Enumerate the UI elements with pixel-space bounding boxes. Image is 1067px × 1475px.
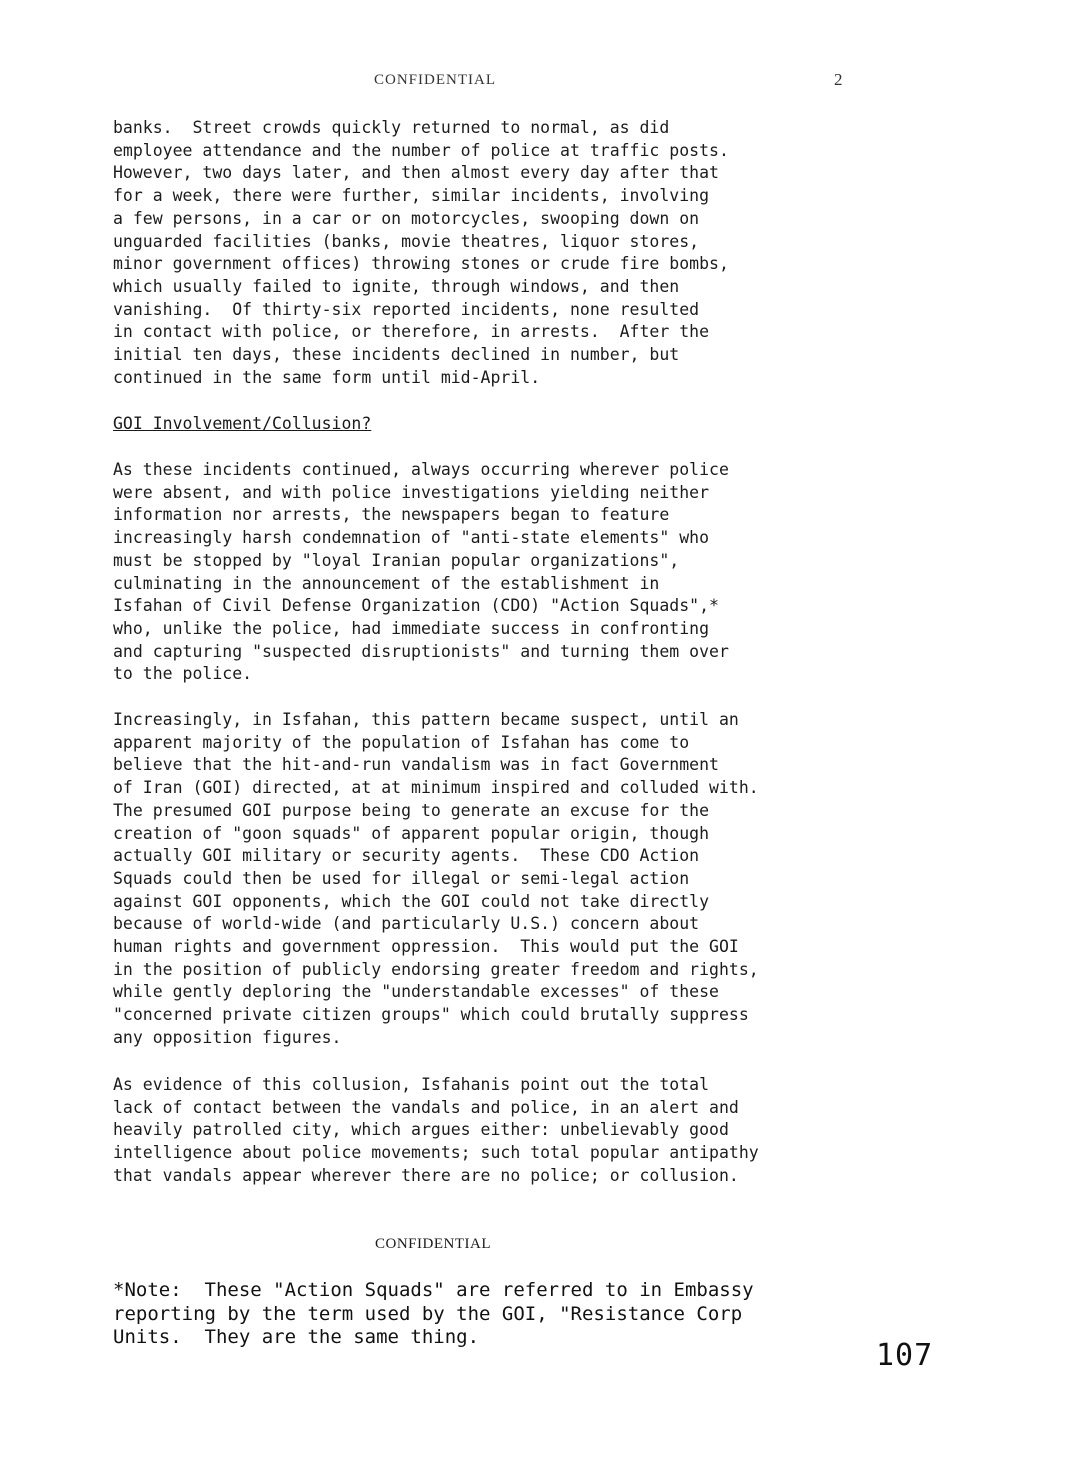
paragraph-4: As evidence of this collusion, Isfahanis point out the total lack of contact between the vandals and police, in an alert and heavily patrolled city, which argues either: unbelievably good intelligence about police movements; such total popular antipathy that vandals appear wherever there are no police; or collusion. bbox=[113, 1075, 759, 1185]
header-classification: CONFIDENTIAL bbox=[374, 72, 496, 88]
paragraph-2: As these incidents continued, always occurring wherever police were absent, and with police investigations yielding neither information nor arrests, the newspapers began to feature increasingly harsh condemnation of "anti-state elements" who must be stopped by "loyal Iranian popular organizations", culminating in the announcement of the establishment in Isfahan of Civil Defense Organization (CDO) "Action Squads",* who, unlike the police, had immediate success in confronting and capturing "suspected disruptionists" and turning them over to the police. bbox=[113, 460, 729, 684]
paragraph-3: Increasingly, in Isfahan, this pattern became suspect, until an apparent majority of the population of Isfahan has come to believe that the hit-and-run vandalism was in fact Government of Iran (GOI) directed, at at minimum inspired and colluded with. The presumed GOI purpose being to generate an excuse for the creation of "goon squads" of apparent popular origin, though actually GOI military or security agents. These CDO Action Squads could then be used for illegal or semi-legal action against GOI opponents, which the GOI could not take directly because of world-wide (and particularly U.S.) concern about human rights and government oppression. This would put the GOI in the position of publicly endorsing greater freedom and rights, while gently deploring the "understandable excesses" of these "concerned private citizen groups" which could brutally suppress any opposition figures. bbox=[113, 710, 759, 1047]
footer-classification: CONFIDENTIAL bbox=[375, 1236, 491, 1252]
stamp-page-number: 107 bbox=[876, 1338, 934, 1373]
page-number: 2 bbox=[834, 70, 843, 89]
footnote: *Note: These "Action Squads" are referred to in Embassy reporting by the term used by the GOI, "Resistance Corp Units. They are the same thing. bbox=[113, 1279, 754, 1348]
paragraph-1: banks. Street crowds quickly returned to normal, as did employee attendance and the number of police at traffic posts. However, two days later, and then almost every day after that for a week, there were further, similar incidents, involving a few persons, in a car or on motorcycles, swooping down on unguarded facilities (banks, movie theatres, liquor stores, minor government offices) throwing stones or crude fire bombs, which usually failed to ignite, through windows, and then vanishing. Of thirty-six reported incidents, none resulted in contact with police, or therefore, in arrests. After the initial ten days, these incidents declined in number, but continued in the same form until mid-April. bbox=[113, 118, 729, 387]
section-heading: GOI Involvement/Collusion? bbox=[113, 414, 372, 433]
